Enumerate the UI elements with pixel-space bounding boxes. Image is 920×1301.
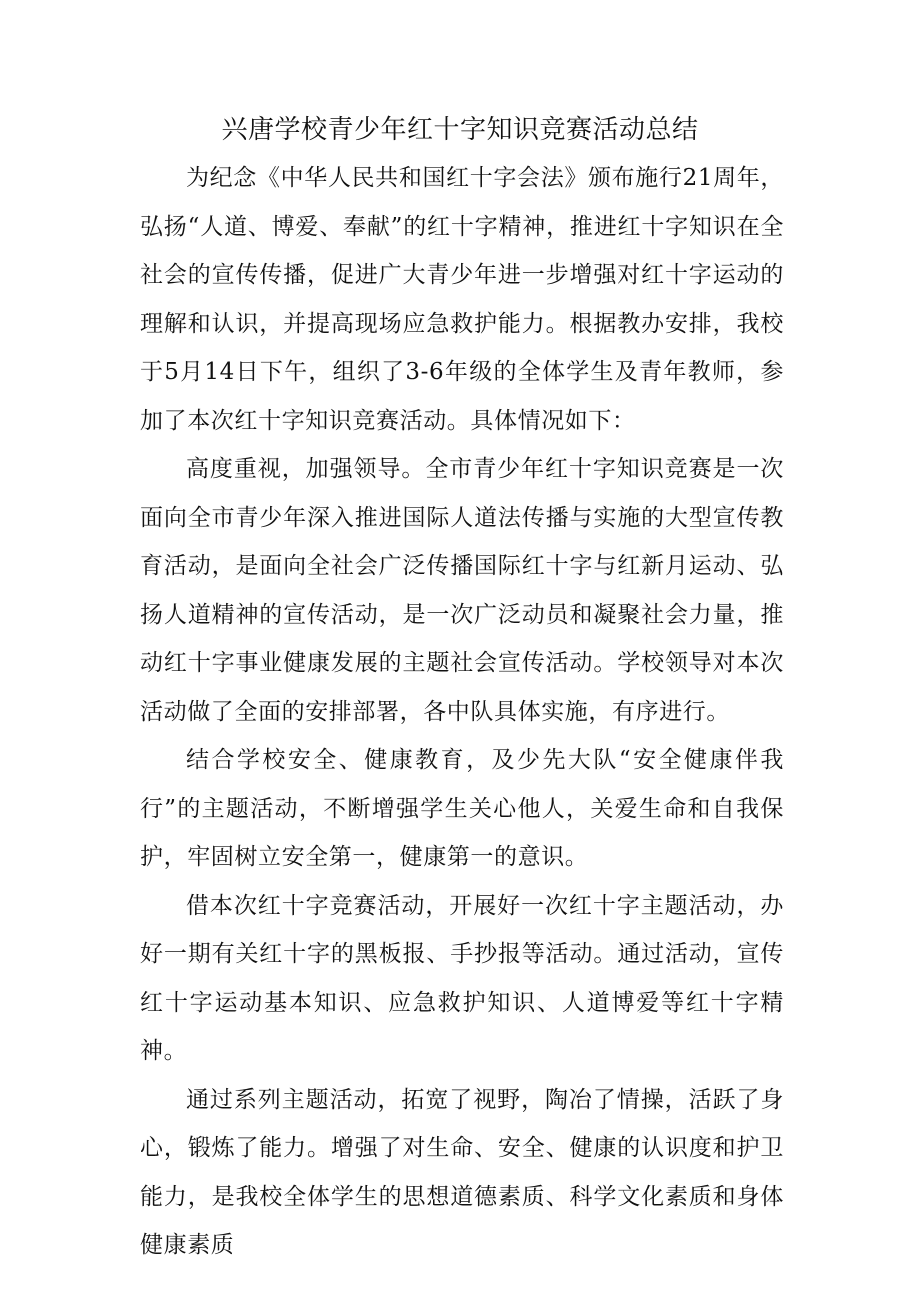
document-title: 兴唐学校青少年红十字知识竞赛活动总结 — [221, 115, 699, 145]
document-body — [140, 154, 784, 1270]
paragraph-intro: 为纪念《中华人民共和国红十字会法》颁布施行21周年，弘扬“人道、博爱、奉献”的红十字精神，推进红十字知识在全社会的宣传传播，促进广大青少年进一步增强对红十字运动的理解和认识，并提高现场应急救护能力。根据教办安排，我校于5月14日下午，组织了3-6年级的全体学生及青年教师，参加了本次红十字知识竞赛活动。具体情况如下： — [140, 165, 784, 434]
paragraph-theme-activity: 借本次红十字竞赛活动，开展好一次红十字主题活动，办好一期有关红十字的黑板报、手抄报等活动。通过活动，宣传红十字运动基本知识、应急救护知识、人道博爱等红十字精神。 — [140, 892, 784, 1064]
paragraph-outcomes: 通过系列主题活动，拓宽了视野，陶冶了情操，活跃了身心，锻炼了能力。增强了对生命、安全、健康的认识度和护卫能力，是我校全体学生的思想道德素质、科学文化素质和身体健康素质 — [140, 1086, 784, 1258]
paragraph-leadership: 高度重视，加强领导。全市青少年红十字知识竞赛是一次面向全市青少年深入推进国际人道法传播与实施的大型宣传教育活动，是面向全社会广泛传播国际红十字与红新月运动、弘扬人道精神的宣传活动，是一次广泛动员和凝聚社会力量，推动红十字事业健康发展的主题社会宣传活动。学校领导对本次活动做了全面的安排部署，各中队具体实施，有序进行。 — [140, 456, 784, 725]
paragraph-safety-education: 结合学校安全、健康教育，及少先大队“安全健康伴我行”的主题活动，不断增强学生关心他人，关爱生命和自我保护，牢固树立安全第一，健康第一的意识。 — [140, 747, 784, 870]
